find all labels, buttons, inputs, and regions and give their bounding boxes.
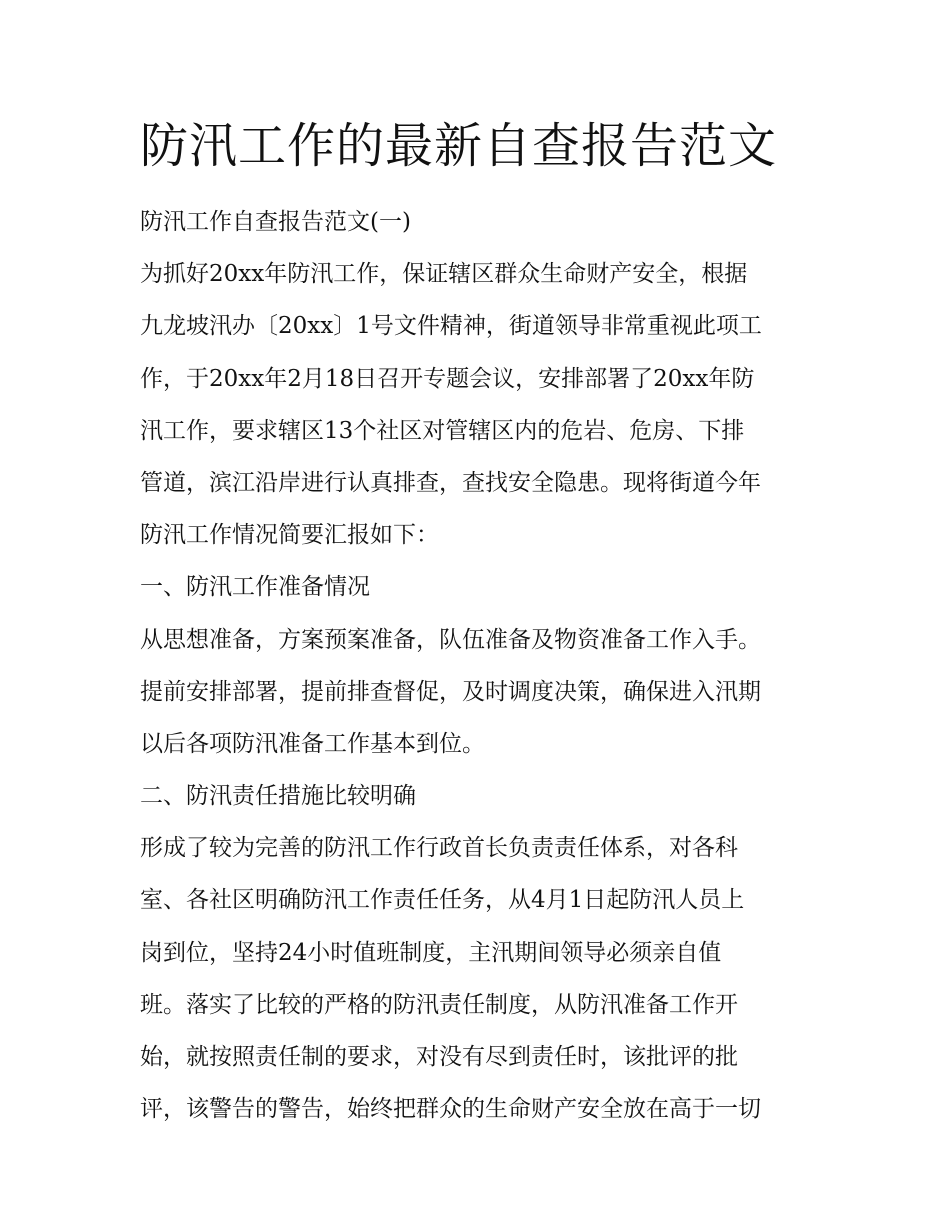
body-line: 班。落实了比较的严格的防汛责任制度，从防汛准备工作开 bbox=[140, 991, 738, 1018]
document-title: 防汛工作的最新自查报告范文 bbox=[140, 118, 778, 174]
section-heading-2: 二、防汛责任措施比较明确 bbox=[140, 783, 416, 810]
body-line: 防汛工作情况简要汇报如下： bbox=[140, 522, 439, 549]
body-line: 作，于20xx年2月18日召开专题会议，安排部署了20xx年防 bbox=[140, 365, 755, 392]
section-heading-1: 一、防汛工作准备情况 bbox=[140, 574, 370, 601]
body-line: 从思想准备，方案预案准备，队伍准备及物资准备工作入手。 bbox=[140, 626, 761, 653]
body-line: 岗到位，坚持24小时值班制度，主汛期间领导必须亲自值 bbox=[140, 939, 722, 966]
document-body bbox=[140, 196, 830, 1135]
body-line: 汛工作，要求辖区13个社区对管辖区内的危岩、危房、下排 bbox=[140, 417, 745, 444]
body-line: 管道，滨江沿岸进行认真排查，查找安全隐患。现将街道今年 bbox=[140, 469, 761, 496]
body-line: 室、各社区明确防汛工作责任任务，从4月1日起防汛人员上 bbox=[140, 887, 745, 914]
body-line: 形成了较为完善的防汛工作行政首长负责责任体系，对各科 bbox=[140, 835, 738, 862]
body-line: 以后各项防汛准备工作基本到位。 bbox=[140, 730, 485, 757]
body-line: 提前安排部署，提前排查督促，及时调度决策，确保进入汛期 bbox=[140, 678, 761, 705]
subtitle-line: 防汛工作自查报告范文(一) bbox=[140, 209, 411, 235]
body-line: 始，就按照责任制的要求，对没有尽到责任时，该批评的批 bbox=[140, 1044, 738, 1070]
body-line: 评，该警告的警告，始终把群众的生命财产安全放在高于一切 bbox=[140, 1096, 761, 1123]
body-line: 九龙坡汛办〔20xx〕1号文件精神，街道领导非常重视此项工 bbox=[140, 313, 762, 340]
body-line: 为抓好20xx年防汛工作，保证辖区群众生命财产安全，根据 bbox=[140, 261, 748, 288]
